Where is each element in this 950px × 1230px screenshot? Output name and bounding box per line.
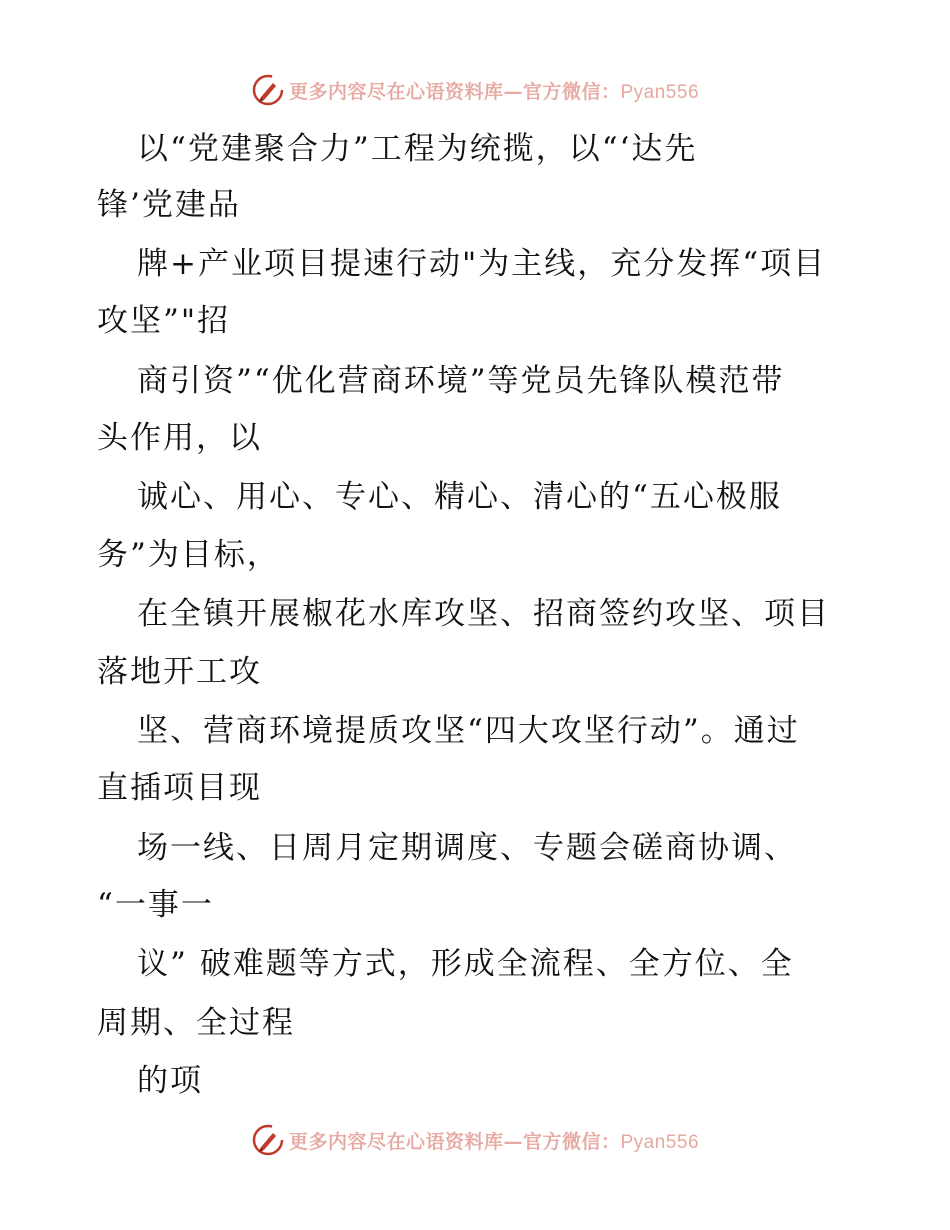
body-line: 锋’党建品 [97, 187, 241, 223]
pen-logo-icon [251, 1123, 285, 1157]
body-line: 牌+产业项目提速行动"为主线，充分发挥“项目 [137, 246, 827, 282]
body-line: 议” 破难题等方式，形成全流程、全方位、全 [137, 946, 794, 982]
body-line: 务”为目标， [97, 537, 280, 573]
body-line: 坚、营商环境提质攻坚“四大攻坚行动”。通过 [137, 713, 800, 749]
watermark-text: 更多内容尽在心语资料库—官方微信：Pyan556 [288, 1130, 700, 1153]
pen-logo-icon [251, 73, 285, 107]
body-line: 诚心、用心、专心、精心、清心的“五心极服 [137, 479, 782, 515]
body-line: 的项 [137, 1063, 203, 1099]
body-line: 头作用，以 [97, 420, 262, 456]
body-line: 在全镇开展椒花水库攻坚、招商签约攻坚、项目 [137, 596, 830, 632]
body-line: “一事一 [97, 887, 214, 923]
body-line: 场一线、日周月定期调度、专题会磋商协调、 [137, 830, 797, 866]
body-line: 商引资”“优化营商环境”等党员先锋队模范带 [137, 363, 785, 399]
footer-watermark [0, 1120, 950, 1160]
header-watermark [0, 70, 950, 110]
body-line: 直插项目现 [97, 770, 262, 806]
body-line: 攻坚”"招 [97, 303, 231, 339]
body-line: 落地开工攻 [97, 654, 262, 690]
body-line: 周期、全过程 [97, 1005, 295, 1041]
watermark-text: 更多内容尽在心语资料库—官方微信：Pyan556 [288, 80, 700, 103]
body-line: 以“党建聚合力”工程为统揽，以“‘达先 [137, 131, 698, 167]
